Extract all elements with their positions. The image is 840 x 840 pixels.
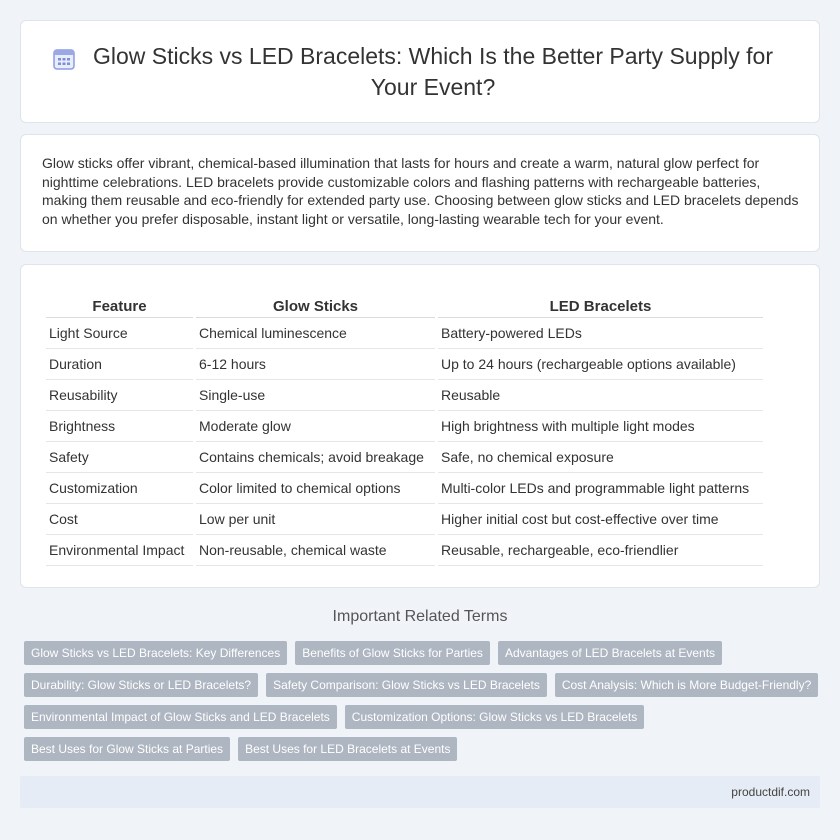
header-card (20, 20, 820, 123)
table-row (46, 535, 763, 566)
related-terms-row (24, 705, 644, 729)
table-cell: Cost (46, 504, 193, 535)
table-cell: Reusable (438, 380, 763, 411)
table-cell: Environmental Impact (46, 535, 193, 566)
related-terms-row (24, 641, 722, 665)
related-term-link[interactable]: Best Uses for LED Bracelets at Events (238, 737, 457, 761)
table-cell: Single-use (196, 380, 435, 411)
related-term-link[interactable]: Durability: Glow Sticks or LED Bracelets? (24, 673, 258, 697)
table-row (46, 380, 763, 411)
table-cell: Multi-color LEDs and programmable light patterns (438, 473, 763, 504)
table-cell: 6-12 hours (196, 349, 435, 380)
column-header: Glow Sticks (196, 296, 435, 318)
related-term-link[interactable]: Advantages of LED Bracelets at Events (498, 641, 722, 665)
related-term-link[interactable]: Best Uses for Glow Sticks at Parties (24, 737, 230, 761)
table-cell: Safe, no chemical exposure (438, 442, 763, 473)
table-header-row (46, 296, 763, 318)
table-cell: High brightness with multiple light modes (438, 411, 763, 442)
related-term-link[interactable]: Environmental Impact of Glow Sticks and LED Bracelets (24, 705, 337, 729)
column-header: LED Bracelets (438, 296, 763, 318)
table-row (46, 504, 763, 535)
related-term-link[interactable]: Customization Options: Glow Sticks vs LED Bracelets (345, 705, 644, 729)
comparison-card (20, 264, 820, 588)
intro-paragraph: Glow sticks offer vibrant, chemical-based illumination that lasts for hours and create a warm, natural glow perfect for nighttime celebrations. LED bracelets provide customizable colors and flashing patterns with rechargeable batteries, making them reusable and eco-friendly for extended party use. Choosing between glow sticks and LED bracelets depends on whether you prefer disposable, instant light or versatile, long-lasting wearable tech for your event. (42, 155, 799, 227)
related-term-link[interactable]: Benefits of Glow Sticks for Parties (295, 641, 490, 665)
table-cell: Moderate glow (196, 411, 435, 442)
related-terms-heading: Important Related Terms (332, 608, 508, 625)
table-cell: Contains chemicals; avoid breakage (196, 442, 435, 473)
footer-bar (20, 776, 820, 808)
table-cell: Duration (46, 349, 193, 380)
table-cell: Low per unit (196, 504, 435, 535)
table-cell: Chemical luminescence (196, 318, 435, 349)
table-cell: Reusable, rechargeable, eco-friendlier (438, 535, 763, 566)
column-header: Feature (46, 296, 193, 318)
intro-card (20, 134, 820, 252)
table-cell: Reusability (46, 380, 193, 411)
related-terms-row (24, 737, 457, 761)
table-cell: Color limited to chemical options (196, 473, 435, 504)
table-cell: Battery-powered LEDs (438, 318, 763, 349)
table-cell: Up to 24 hours (rechargeable options available) (438, 349, 763, 380)
comparison-table (43, 296, 766, 566)
table-cell: Non-reusable, chemical waste (196, 535, 435, 566)
table-cell: Safety (46, 442, 193, 473)
table-cell: Light Source (46, 318, 193, 349)
table-row (46, 442, 763, 473)
related-term-link[interactable]: Safety Comparison: Glow Sticks vs LED Bracelets (266, 673, 547, 697)
table-row (46, 473, 763, 504)
table-row (46, 349, 763, 380)
table-row (46, 318, 763, 349)
footer-site-link[interactable]: productdif.com (731, 785, 810, 799)
table-cell: Customization (46, 473, 193, 504)
table-cell: Higher initial cost but cost-effective over time (438, 504, 763, 535)
table-cell: Brightness (46, 411, 193, 442)
related-term-link[interactable]: Cost Analysis: Which is More Budget-Friendly? (555, 673, 818, 697)
table-row (46, 411, 763, 442)
page-title: Glow Sticks vs LED Bracelets: Which Is the Better Party Supply for Your Event? (92, 42, 774, 100)
related-terms-row (24, 673, 818, 697)
related-term-link[interactable]: Glow Sticks vs LED Bracelets: Key Differences (24, 641, 287, 665)
